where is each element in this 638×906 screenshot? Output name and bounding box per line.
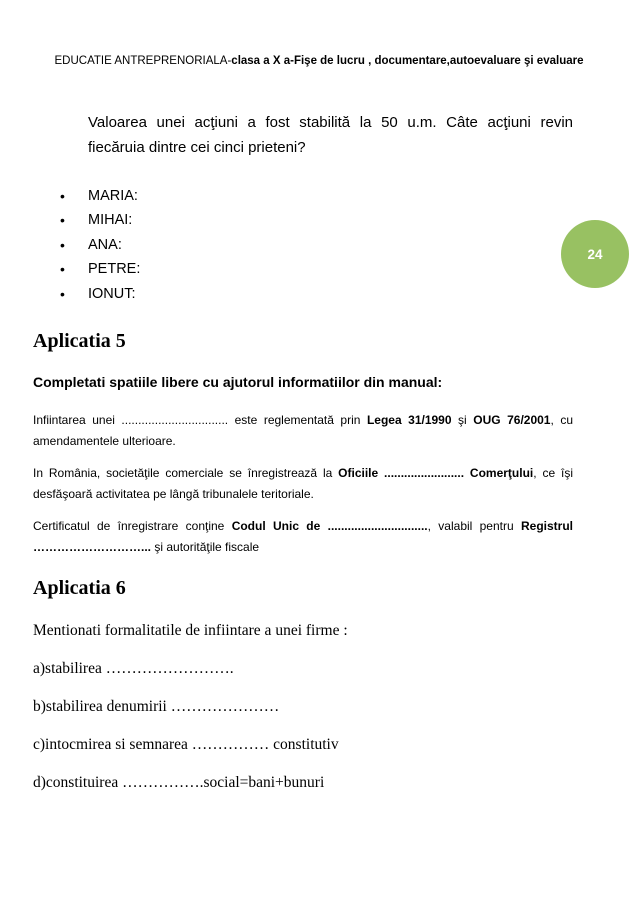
bold-law: Legea 31/1990 bbox=[366, 413, 452, 427]
header-subject: EDUCATIE ANTREPRENORIALA- bbox=[54, 55, 232, 67]
paragraph-oficiile bbox=[33, 463, 573, 505]
name-mihai: MIHAI: bbox=[88, 212, 133, 229]
text-span: şi autorităţile fiscale bbox=[151, 540, 260, 554]
question-text: Valoarea unei acţiuni a fost stabilită la 50 u.m. Câte acţiuni revin fiecăruia dintre cei cinci prieteni? bbox=[88, 114, 573, 156]
page-number: 24 bbox=[587, 246, 603, 262]
bullet-icon: • bbox=[60, 261, 65, 278]
list-item bbox=[60, 184, 140, 208]
name-maria: MARIA: bbox=[88, 188, 138, 204]
list-item bbox=[60, 282, 140, 306]
text-span: Infiintarea unei ................................ este reglementată prin bbox=[33, 413, 367, 427]
bold-oficiile: Oficiile ........................ Comerţului bbox=[338, 466, 534, 480]
paragraph-certificat bbox=[33, 516, 573, 558]
names-list bbox=[60, 184, 140, 306]
name-petre: PETRE: bbox=[88, 261, 141, 278]
instruction-text: Completati spatiile libere cu ajutorul informatiilor din manual: bbox=[33, 374, 443, 390]
page-header bbox=[32, 52, 606, 70]
bold-cod-unic: Codul Unic de .............................. bbox=[231, 519, 428, 533]
intro-text: Mentionati formalitatile de infiintare a unei firme : bbox=[33, 622, 348, 639]
text-span: , valabil pentru bbox=[427, 519, 521, 533]
section-title-aplicatia-6: Aplicatia 6 bbox=[33, 577, 126, 599]
list-item bbox=[60, 257, 140, 281]
text-span: şi bbox=[451, 413, 474, 427]
page-number-badge bbox=[561, 220, 629, 288]
text-span: , cu amendamentele ulterioare. bbox=[33, 413, 574, 448]
header-description: clasa a X a-Fişe de lucru , documentare,autoevaluare şi evaluare bbox=[231, 55, 584, 67]
formality-item-c: c)intocmirea si semnarea …………… constitutiv bbox=[33, 736, 339, 753]
text-span: In România, societăţile comerciale se înregistrează la bbox=[33, 466, 339, 480]
bullet-icon: • bbox=[60, 285, 65, 302]
section-title-aplicatia-5: Aplicatia 5 bbox=[33, 330, 126, 352]
bold-registrul: Registrul ………………………... bbox=[33, 519, 573, 554]
bold-oug: OUG 76/2001 bbox=[473, 413, 551, 427]
name-ana: ANA: bbox=[88, 236, 122, 253]
bullet-icon: • bbox=[60, 188, 65, 204]
list-item bbox=[60, 233, 140, 257]
list-item bbox=[60, 208, 140, 232]
formality-item-d: d)constituirea …………….social=bani+bunuri bbox=[33, 774, 325, 791]
bullet-icon: • bbox=[60, 236, 65, 253]
paragraph-infiintare bbox=[33, 410, 573, 452]
formality-item-a: a)stabilirea ……………………. bbox=[33, 660, 234, 677]
bullet-icon: • bbox=[60, 212, 65, 229]
text-span: Certificatul de înregistrare conţine bbox=[33, 519, 232, 533]
formality-item-b: b)stabilirea denumirii ………………… bbox=[33, 698, 280, 715]
text-span: , ce îşi desfăşoară activitatea pe lângă tribunalele teritoriale. bbox=[33, 466, 573, 501]
name-ionut: IONUT: bbox=[88, 285, 136, 302]
